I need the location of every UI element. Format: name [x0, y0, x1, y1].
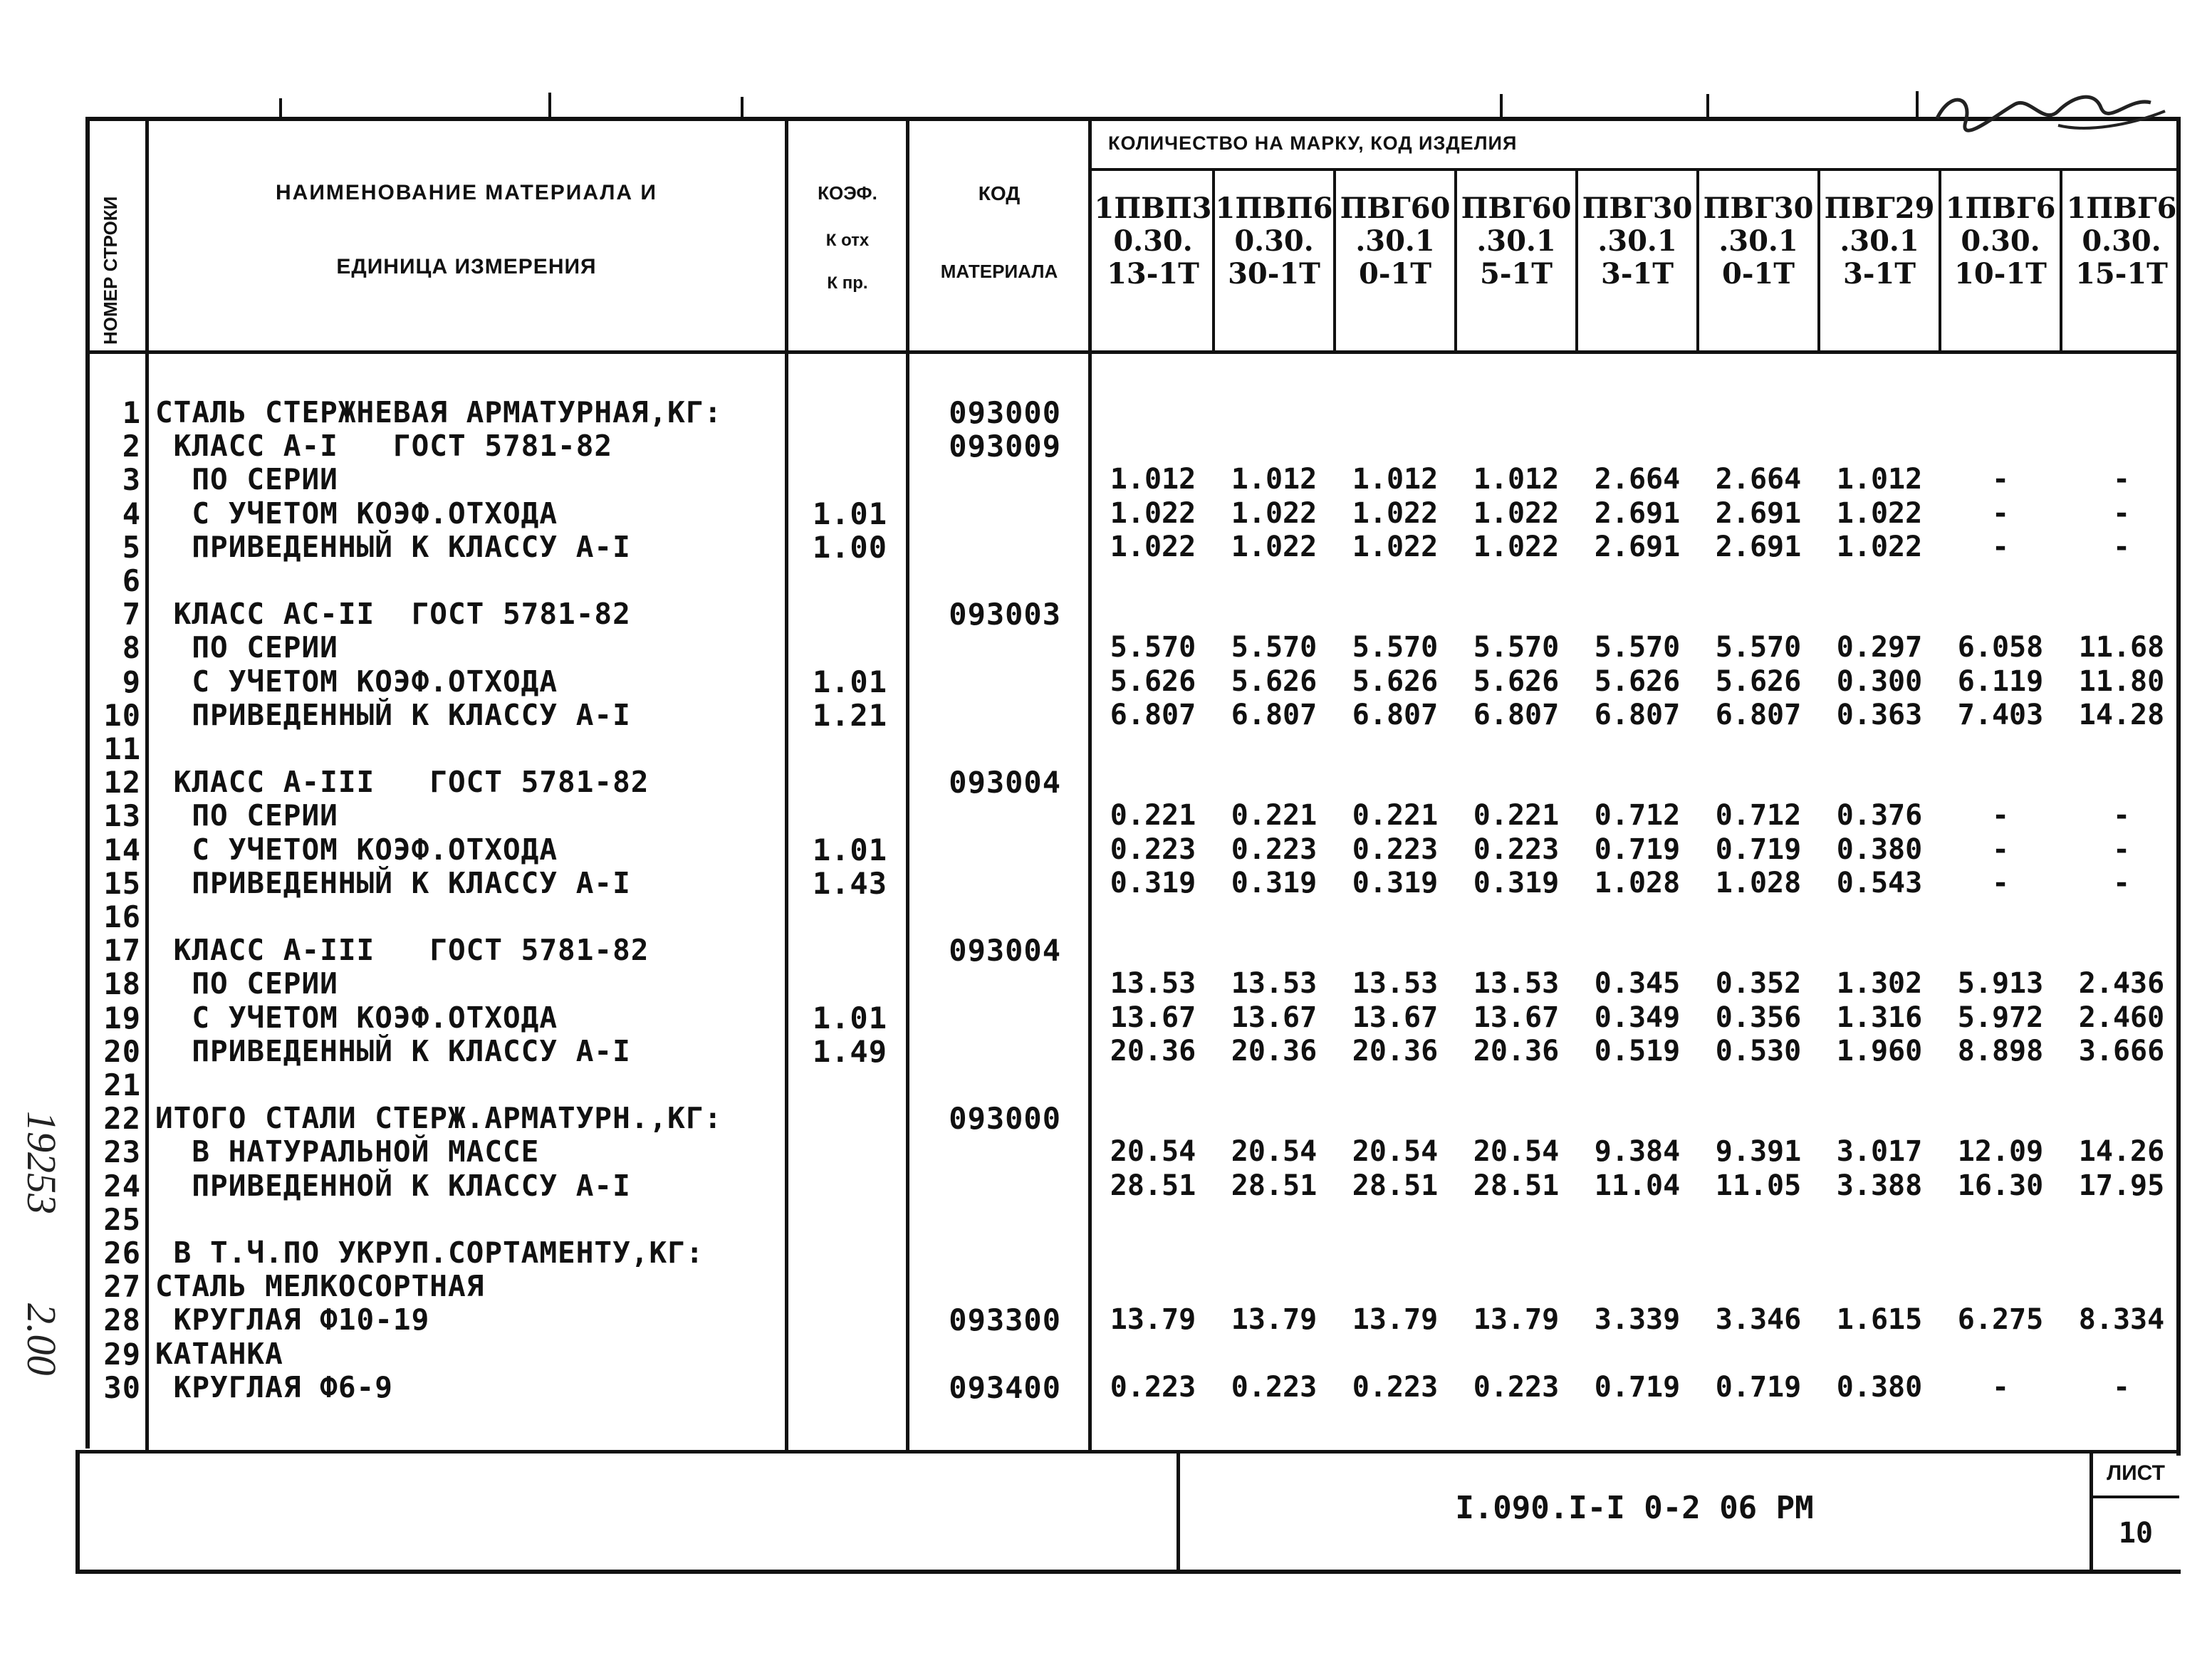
product-code-line: 1ПВП3	[1094, 192, 1212, 225]
material-name: ПО СЕРИИ	[155, 966, 338, 1001]
quantity-cell: 2.691	[1594, 531, 1681, 563]
quantity-cell: 3.666	[2078, 1035, 2165, 1068]
material-name: КЛАСС А-I ГОСТ 5781-82	[155, 429, 613, 463]
coefficient: 1.00	[812, 530, 887, 565]
quantity-cell: 20.54	[1352, 1135, 1439, 1168]
coefficient: 1.01	[812, 496, 887, 531]
top-tick-1	[279, 98, 282, 120]
quantity-cell: -	[1991, 497, 2010, 530]
coefficient: 1.21	[812, 698, 887, 733]
product-code-line: 3-1Т	[1842, 257, 1916, 291]
quantity-cell: 13.79	[1352, 1303, 1439, 1336]
material-name: В Т.Ч.ПО УКРУП.СОРТАМЕНТУ,КГ:	[155, 1236, 704, 1270]
quantity-cell: 2.664	[1594, 463, 1681, 496]
quantity-cell: 0.519	[1594, 1035, 1681, 1068]
row-number: 19	[103, 1001, 141, 1035]
quantity-cell: 1.302	[1836, 967, 1923, 1000]
product-code-line: 13-1Т	[1107, 257, 1199, 291]
quantity-cell: 2.691	[1715, 531, 1802, 563]
quantity-cell: -	[1991, 833, 2010, 866]
frame-top	[88, 117, 2181, 121]
quantity-cell: 1.022	[1231, 531, 1318, 563]
material-name: КРУГЛАЯ Ф10-19	[155, 1303, 430, 1337]
material-code: 093009	[949, 429, 1061, 464]
material-name: СТАЛЬ МЕЛКОСОРТНАЯ	[155, 1269, 485, 1303]
quantity-cell: 5.972	[1957, 1001, 2044, 1034]
material-name: КЛАСС А-III ГОСТ 5781-82	[155, 933, 649, 967]
quantity-cell: 2.460	[2078, 1001, 2165, 1034]
titleblock-sheet-left	[2090, 1451, 2093, 1572]
quantity-cell: 1.022	[1231, 497, 1318, 530]
product-code-line: 0.30.	[1961, 224, 2040, 258]
material-name: ПО СЕРИИ	[155, 462, 338, 496]
product-code-line: 5-1Т	[1479, 257, 1553, 291]
quantity-cell: 0.543	[1836, 867, 1923, 899]
material-name: ПО СЕРИИ	[155, 798, 338, 832]
row-number: 13	[103, 798, 141, 833]
quantity-cell: 13.53	[1231, 967, 1318, 1000]
quantity-cell: -	[2112, 531, 2131, 563]
quantity-cell: 0.223	[1110, 1371, 1196, 1404]
quantity-cell: 0.297	[1836, 631, 1923, 664]
quantity-cell: 0.221	[1473, 799, 1560, 832]
quantity-cell: -	[2112, 1371, 2131, 1404]
quantity-cell: 0.300	[1836, 665, 1923, 698]
quantity-cell: 13.67	[1473, 1001, 1560, 1034]
quantity-cell: 2.436	[2078, 967, 2165, 1000]
code-header-line2: МАТЕРИАЛА	[940, 261, 1058, 282]
header-bottom-line	[85, 350, 2181, 354]
quantity-cell: 0.380	[1836, 833, 1923, 866]
quantity-cell: 1.028	[1594, 867, 1681, 899]
quantity-cell: 5.570	[1231, 631, 1318, 664]
quantity-cell: 0.380	[1836, 1371, 1923, 1404]
row-number: 18	[103, 966, 141, 1001]
quantity-cell: 20.54	[1110, 1135, 1196, 1168]
col-sep-rownum	[145, 120, 149, 1451]
row-number: 25	[103, 1202, 141, 1237]
product-code-line: ПВГ30	[1703, 192, 1814, 225]
quantity-cell: 9.391	[1715, 1135, 1802, 1168]
quantity-cell: 13.79	[1110, 1303, 1196, 1336]
row-number: 14	[103, 832, 141, 867]
quantity-cell: 5.570	[1715, 631, 1802, 664]
row-number: 22	[103, 1101, 141, 1136]
product-code-line: .30.1	[1840, 224, 1919, 258]
quantity-cell: 1.022	[1473, 497, 1560, 530]
quantity-cell: 1.022	[1110, 531, 1196, 563]
quantity-cell: 11.04	[1594, 1169, 1681, 1202]
row-number: 3	[122, 462, 141, 497]
product-code-line: ПВГ29	[1824, 192, 1935, 225]
quantity-cell: 5.570	[1110, 631, 1196, 664]
material-name: В НАТУРАЛЬНОЙ МАССЕ	[155, 1134, 540, 1169]
product-code-line: 3-1Т	[1600, 257, 1674, 291]
quantity-cell: -	[1991, 531, 2010, 563]
material-name: ПО СЕРИИ	[155, 630, 338, 664]
material-name: КЛАСС АС-II ГОСТ 5781-82	[155, 597, 631, 631]
row-number: 29	[103, 1337, 141, 1372]
quantity-cell: 5.626	[1473, 665, 1560, 698]
row-number: 24	[103, 1169, 141, 1204]
quantity-cell: 5.570	[1473, 631, 1560, 664]
row-number: 11	[103, 731, 141, 766]
name-header-line2: ЕДИНИЦА ИЗМЕРЕНИЯ	[336, 255, 597, 278]
quantity-cell: -	[1991, 799, 2010, 832]
name-header-line1: НАИМЕНОВАНИЕ МАТЕРИАЛА И	[275, 181, 657, 204]
material-code: 093004	[949, 765, 1061, 800]
quantity-cell: 2.691	[1715, 497, 1802, 530]
quantity-cell: 0.221	[1352, 799, 1439, 832]
sheet-number: 10	[2118, 1517, 2154, 1550]
quantity-header: КОЛИЧЕСТВО НА МАРКУ, КОД ИЗДЕЛИЯ	[1108, 132, 1518, 154]
quantity-cell: 3.017	[1836, 1135, 1923, 1168]
material-name: ПРИВЕДЕННЫЙ К КЛАССУ А-I	[155, 1034, 631, 1068]
quantity-cell: 8.898	[1957, 1035, 2044, 1068]
coef-header-line2: К отх	[825, 231, 870, 250]
quantity-cell: 1.012	[1836, 463, 1923, 496]
material-name: С УЧЕТОМ КОЭФ.ОТХОДА	[155, 496, 558, 531]
material-code: 093400	[949, 1370, 1061, 1405]
quantity-cell: 0.356	[1715, 1001, 1802, 1034]
row-number: 15	[103, 866, 141, 901]
material-name: С УЧЕТОМ КОЭФ.ОТХОДА	[155, 832, 558, 867]
product-code-line: 0-1Т	[1721, 257, 1795, 291]
quantity-cell: -	[1991, 1371, 2010, 1404]
quantity-cell: 0.712	[1594, 799, 1681, 832]
quantity-cell: 0.319	[1231, 867, 1318, 899]
titleblock-sheet-mid	[2091, 1496, 2179, 1498]
product-code-line: 0.30.	[1113, 224, 1193, 258]
coefficient: 1.43	[812, 866, 887, 901]
quantity-cell: 6.275	[1957, 1303, 2044, 1336]
row-number: 4	[122, 496, 141, 531]
row-number: 16	[103, 899, 141, 934]
row-number: 9	[122, 664, 141, 699]
quantity-cell: 0.223	[1231, 833, 1318, 866]
material-name: ИТОГО СТАЛИ СТЕРЖ.АРМАТУРН.,КГ:	[155, 1101, 723, 1135]
coefficient: 1.01	[812, 832, 887, 867]
quantity-cell: 13.53	[1110, 967, 1196, 1000]
quantity-cell: 5.626	[1715, 665, 1802, 698]
quantity-cell: 11.68	[2078, 631, 2165, 664]
quantity-cell: 14.26	[2078, 1135, 2165, 1168]
quantity-cell: 6.807	[1352, 699, 1439, 731]
quantity-cell: 6.807	[1594, 699, 1681, 731]
quantity-cell: 13.53	[1352, 967, 1439, 1000]
quantity-cell: 20.36	[1110, 1035, 1196, 1068]
material-name: С УЧЕТОМ КОЭФ.ОТХОДА	[155, 664, 558, 699]
quantity-cell: 20.54	[1231, 1135, 1318, 1168]
quantity-cell: 0.719	[1715, 833, 1802, 866]
quantity-cell: -	[1991, 463, 2010, 496]
quantity-cell: 0.719	[1715, 1371, 1802, 1404]
row-number-header: НОМЕР СТРОКИ	[100, 196, 121, 345]
product-code-line: 0.30.	[1234, 224, 1314, 258]
coef-header-line3: К пр.	[827, 273, 868, 293]
row-number: 12	[103, 765, 141, 800]
quantity-cell: 0.719	[1594, 1371, 1681, 1404]
quantity-cell: 0.223	[1231, 1371, 1318, 1404]
product-code-line: 10-1Т	[1954, 257, 2047, 291]
product-code-line: ПВГ30	[1582, 192, 1693, 225]
quantity-cell: 1.012	[1231, 463, 1318, 496]
titleblock-left	[1177, 1451, 1180, 1572]
quantity-cell: 0.319	[1473, 867, 1560, 899]
table-bottom-line	[75, 1450, 2181, 1453]
quantity-cell: -	[2112, 833, 2131, 866]
quantity-cell: 13.67	[1352, 1001, 1439, 1034]
quantity-cell: 2.691	[1594, 497, 1681, 530]
material-name: КРУГЛАЯ Ф6-9	[155, 1370, 393, 1404]
quantity-cell: -	[2112, 463, 2131, 496]
quantity-cell: 11.80	[2078, 665, 2165, 698]
product-code-line: 1ПВП6	[1215, 192, 1333, 225]
product-code-line: 0.30.	[2082, 224, 2161, 258]
row-number: 7	[122, 597, 141, 632]
quantity-cell: 6.807	[1473, 699, 1560, 731]
frame-bottom	[75, 1570, 2181, 1574]
quantity-cell: 1.022	[1473, 531, 1560, 563]
col-sep-coef	[906, 120, 909, 1451]
quantity-cell: 0.221	[1231, 799, 1318, 832]
quantity-cell: 6.119	[1957, 665, 2044, 698]
material-name: КЛАСС А-III ГОСТ 5781-82	[155, 765, 649, 799]
coefficient: 1.01	[812, 1001, 887, 1035]
quantity-cell: 20.36	[1473, 1035, 1560, 1068]
quantity-cell: 8.334	[2078, 1303, 2165, 1336]
quantity-cell: 16.30	[1957, 1169, 2044, 1202]
quantity-cell: 1.615	[1836, 1303, 1923, 1336]
material-name: С УЧЕТОМ КОЭФ.ОТХОДА	[155, 1001, 558, 1035]
product-code-line: 15-1Т	[2075, 257, 2168, 291]
material-name: ПРИВЕДЕННЫЙ К КЛАССУ А-I	[155, 866, 631, 900]
quantity-cell: 3.339	[1594, 1303, 1681, 1336]
quantity-cell: 1.022	[1836, 497, 1923, 530]
quantity-cell: 1.316	[1836, 1001, 1923, 1034]
quantity-cell: 12.09	[1957, 1135, 2044, 1168]
product-code-line: 30-1Т	[1228, 257, 1320, 291]
sheet-label: ЛИСТ	[2107, 1461, 2165, 1485]
row-number: 6	[122, 563, 141, 598]
quantity-cell: 20.54	[1473, 1135, 1560, 1168]
quantity-cell: 1.028	[1715, 867, 1802, 899]
quantity-cell: 0.223	[1473, 1371, 1560, 1404]
quantity-cell: 0.319	[1110, 867, 1196, 899]
quantity-cell: 1.022	[1352, 531, 1439, 563]
quantity-cell: 5.570	[1352, 631, 1439, 664]
product-code-line: .30.1	[1476, 224, 1556, 258]
quantity-cell: -	[2112, 867, 2131, 899]
row-number: 1	[122, 395, 141, 430]
quantity-cell: 1.022	[1836, 531, 1923, 563]
row-number: 23	[103, 1134, 141, 1169]
quantity-cell: 0.530	[1715, 1035, 1802, 1068]
col-sep-name	[785, 120, 788, 1451]
quantity-cell: 0.712	[1715, 799, 1802, 832]
row-number: 30	[103, 1370, 141, 1405]
top-tick-5	[1706, 94, 1709, 120]
quantity-cell: 0.352	[1715, 967, 1802, 1000]
quantity-cell: 14.28	[2078, 699, 2165, 731]
material-code: 093003	[949, 597, 1061, 632]
quantity-cell: 1.012	[1473, 463, 1560, 496]
product-code-line: .30.1	[1597, 224, 1677, 258]
quantity-cell: 13.79	[1231, 1303, 1318, 1336]
top-tick-4	[1500, 94, 1503, 120]
quantity-cell: 0.345	[1594, 967, 1681, 1000]
quantity-cell: 1.012	[1110, 463, 1196, 496]
material-code: 093000	[949, 1101, 1061, 1136]
product-code-line: 0-1Т	[1358, 257, 1432, 291]
quantity-cell: 6.807	[1715, 699, 1802, 731]
row-number: 28	[103, 1303, 141, 1337]
quantity-cell: 6.058	[1957, 631, 2044, 664]
quantity-cell: 1.960	[1836, 1035, 1923, 1068]
col-sep-code	[1088, 120, 1092, 1451]
code-header-line1: КОД	[978, 182, 1021, 204]
quantity-cell: 9.384	[1594, 1135, 1681, 1168]
material-name: ПРИВЕДЕННОЙ К КЛАССУ А-I	[155, 1169, 631, 1203]
quantity-cell: -	[2112, 497, 2131, 530]
quantity-cell: 0.376	[1836, 799, 1923, 832]
quantity-cell: 0.223	[1352, 833, 1439, 866]
frame-left-outer	[75, 1453, 80, 1574]
quantity-cell: 1.022	[1352, 497, 1439, 530]
top-tick-3	[741, 97, 744, 120]
row-number: 10	[103, 698, 141, 733]
row-number: 2	[122, 429, 141, 464]
row-number: 17	[103, 933, 141, 968]
quantity-cell: 17.95	[2078, 1169, 2165, 1202]
quantity-cell: 0.223	[1110, 833, 1196, 866]
quantity-cell: 28.51	[1352, 1169, 1439, 1202]
quantity-cell: 2.664	[1715, 463, 1802, 496]
top-tick-2	[548, 93, 551, 120]
quantity-cell: 6.807	[1110, 699, 1196, 731]
product-code-line: 1ПВГ6	[2066, 192, 2177, 225]
quantity-cell: 0.363	[1836, 699, 1923, 731]
quantity-cell: 0.223	[1352, 1371, 1439, 1404]
quantity-cell: 13.53	[1473, 967, 1560, 1000]
product-code-line: .30.1	[1355, 224, 1435, 258]
quantity-cell: -	[1991, 867, 2010, 899]
quantity-cell: 28.51	[1110, 1169, 1196, 1202]
quantity-cell: 5.913	[1957, 967, 2044, 1000]
qty-subheader-line	[1090, 168, 2179, 171]
product-code-line: ПВГ60	[1461, 192, 1572, 225]
quantity-cell: 1.022	[1110, 497, 1196, 530]
quantity-cell: 0.319	[1352, 867, 1439, 899]
coef-header-line1: КОЭФ.	[818, 182, 877, 204]
quantity-cell: 28.51	[1231, 1169, 1318, 1202]
document-code: I.090.I-I 0-2 06 РМ	[1455, 1490, 1814, 1526]
quantity-cell: 20.36	[1352, 1035, 1439, 1068]
quantity-cell: 28.51	[1473, 1169, 1560, 1202]
material-name: ПРИВЕДЕННЫЙ К КЛАССУ А-I	[155, 698, 631, 732]
quantity-cell: 13.67	[1231, 1001, 1318, 1034]
margin-note: 2.00	[19, 1303, 65, 1376]
quantity-cell: 20.36	[1231, 1035, 1318, 1068]
quantity-cell: 5.626	[1594, 665, 1681, 698]
material-name: СТАЛЬ СТЕРЖНЕВАЯ АРМАТУРНАЯ,КГ:	[155, 395, 723, 429]
material-code: 093004	[949, 933, 1061, 968]
frame-right	[2176, 117, 2181, 1456]
quantity-cell: 7.403	[1957, 699, 2044, 731]
quantity-cell: 11.05	[1715, 1169, 1802, 1202]
quantity-cell: 5.626	[1352, 665, 1439, 698]
quantity-cell: 0.221	[1110, 799, 1196, 832]
material-name: ПРИВЕДЕННЫЙ К КЛАССУ А-I	[155, 530, 631, 564]
quantity-cell: 6.807	[1231, 699, 1318, 731]
material-code: 093300	[949, 1303, 1061, 1337]
quantity-cell: 13.79	[1473, 1303, 1560, 1336]
product-code-line: .30.1	[1718, 224, 1798, 258]
quantity-cell: 5.570	[1594, 631, 1681, 664]
material-name: КАТАНКА	[155, 1337, 283, 1371]
quantity-cell: 5.626	[1231, 665, 1318, 698]
row-number: 21	[103, 1068, 141, 1102]
row-number: 27	[103, 1269, 141, 1304]
coefficient: 1.01	[812, 664, 887, 699]
quantity-cell: 0.719	[1594, 833, 1681, 866]
row-number: 8	[122, 630, 141, 665]
row-number: 5	[122, 530, 141, 565]
quantity-cell: 3.346	[1715, 1303, 1802, 1336]
quantity-cell: 5.626	[1110, 665, 1196, 698]
quantity-cell: -	[2112, 799, 2131, 832]
product-code-line: 1ПВГ6	[1945, 192, 2056, 225]
row-number: 20	[103, 1034, 141, 1069]
row-number: 26	[103, 1236, 141, 1270]
quantity-cell: 1.012	[1352, 463, 1439, 496]
material-code: 093000	[949, 395, 1061, 430]
quantity-cell: 0.223	[1473, 833, 1560, 866]
coefficient: 1.49	[812, 1034, 887, 1069]
margin-number: 19253	[19, 1111, 65, 1214]
quantity-cell: 3.388	[1836, 1169, 1923, 1202]
quantity-cell: 0.349	[1594, 1001, 1681, 1034]
product-code-line: ПВГ60	[1340, 192, 1451, 225]
quantity-cell: 13.67	[1110, 1001, 1196, 1034]
